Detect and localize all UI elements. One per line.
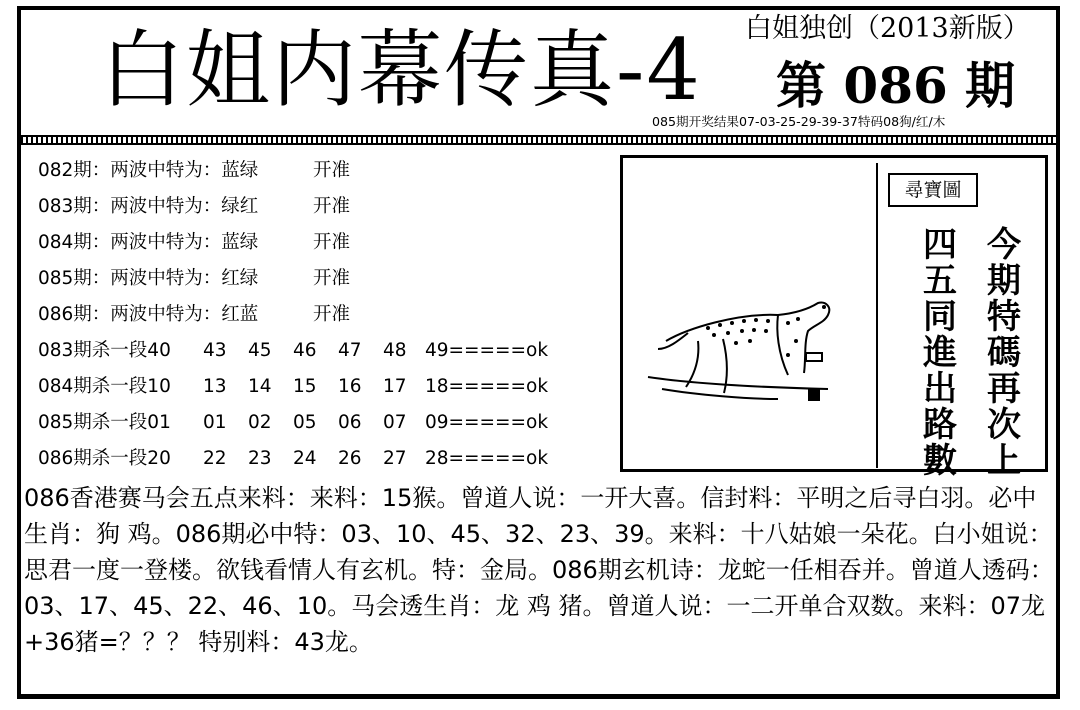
kill-number: 13 (203, 376, 227, 397)
edition-label: 白姐独创（2013新版） (745, 13, 1030, 44)
forecast-paragraph: 086香港赛马会五点来料：来料：15猴。曾道人说：一开大喜。信封料：平明之后寻白羽。必中生肖：狗 鸡。086期必中特：03、10、45、32、23、39。来料：十八姑娘一朵花。白小姐说：思君一度一登楼。欲钱看情人有玄机。特：金局。086期玄机诗：龙蛇一任相吞并。曾道人透码：03、17、45、22、46、10。马会透生肖：龙 鸡 猪。曾道人说：一二开单合双数。来料：07龙+36猪=？？？ 特别料：43龙。 (24, 484, 1054, 656)
row-status: 开准 (313, 160, 351, 181)
kill-label: 083期杀一段40 (38, 340, 171, 361)
bottom-divider (21, 694, 1056, 696)
kill-number: 05 (293, 412, 317, 433)
kill-number: 27 (383, 448, 407, 469)
row-status: 开准 (313, 268, 351, 289)
header-divider (21, 135, 1056, 145)
kill-number: 24 (293, 448, 317, 469)
row-label: 083期：两波中特为：绿红 (38, 196, 259, 217)
kill-label: 086期杀一段20 (38, 448, 171, 469)
treasure-map-box (620, 155, 1048, 481)
row-label: 084期：两波中特为：蓝绿 (38, 232, 259, 253)
verse-left: 四五同進出路數 (923, 225, 957, 481)
row-label: 082期：两波中特为：蓝绿 (38, 160, 259, 181)
row-status: 开准 (313, 232, 351, 253)
kill-number: 07 (383, 412, 407, 433)
kill-result: 18=====ok (425, 376, 549, 397)
verse-right: 今期特碼再次上 (987, 225, 1021, 481)
kill-result: 09=====ok (425, 412, 549, 433)
treasure-seal: 尋寶圖 (888, 173, 978, 207)
kill-number: 43 (203, 340, 227, 361)
kill-number: 45 (248, 340, 272, 361)
kill-number: 14 (248, 376, 272, 397)
kill-number: 16 (338, 376, 362, 397)
kill-number: 46 (293, 340, 317, 361)
kill-label: 084期杀一段10 (38, 376, 171, 397)
previous-result: 085期开奖结果07-03-25-29-39-37特码08狗/红/木 (652, 114, 946, 129)
treasure-panel (880, 163, 1040, 481)
kill-number: 06 (338, 412, 362, 433)
row-label: 086期：两波中特为：红蓝 (38, 304, 259, 325)
kill-label: 085期杀一段01 (38, 412, 171, 433)
kill-number: 26 (338, 448, 362, 469)
kill-number: 23 (248, 448, 272, 469)
kill-number: 22 (203, 448, 227, 469)
kill-number: 15 (293, 376, 317, 397)
kill-number: 48 (383, 340, 407, 361)
cheetah-illustration (628, 163, 878, 468)
page-title: 白姐内幕传真-4 (100, 21, 702, 119)
cheetah-icon (628, 163, 873, 463)
kill-result: 49=====ok (425, 340, 549, 361)
issue-number: 第 086 期 (776, 56, 1016, 115)
kill-number: 47 (338, 340, 362, 361)
row-label: 085期：两波中特为：红绿 (38, 268, 259, 289)
kill-number: 02 (248, 412, 272, 433)
kill-number: 17 (383, 376, 407, 397)
row-status: 开准 (313, 304, 351, 325)
kill-number: 01 (203, 412, 227, 433)
kill-result: 28=====ok (425, 448, 549, 469)
row-status: 开准 (313, 196, 351, 217)
